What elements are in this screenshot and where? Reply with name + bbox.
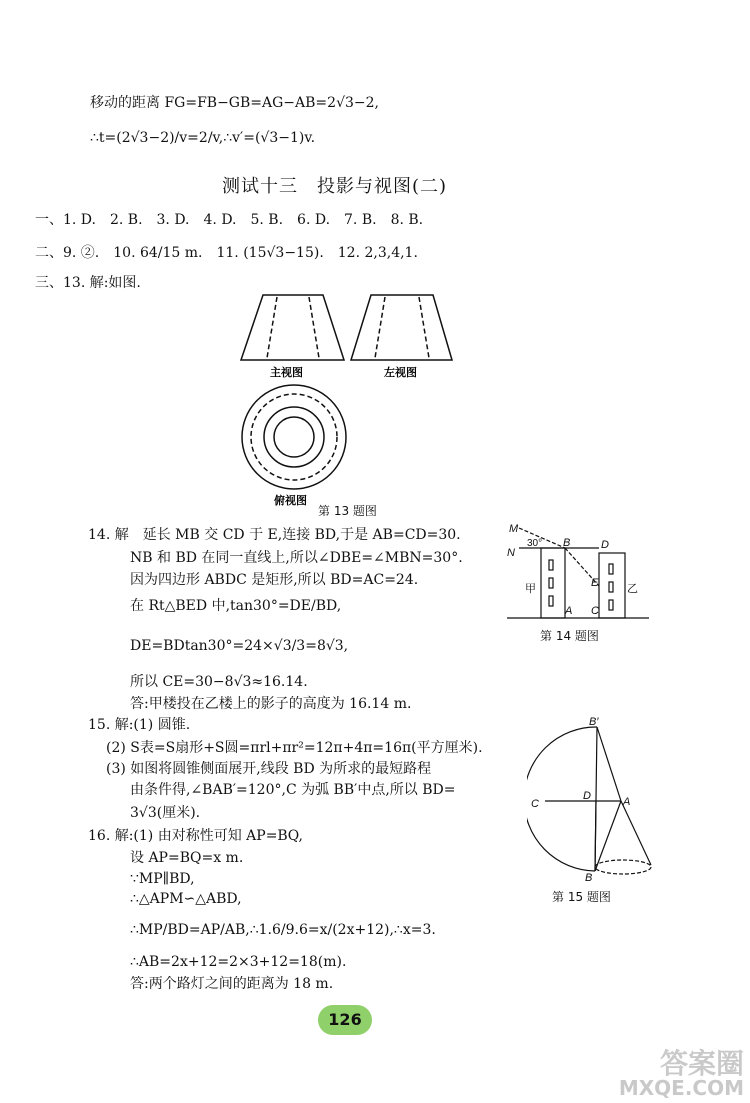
segment-b-prime-a — [597, 727, 621, 801]
figure-14 — [505, 520, 655, 630]
q15-line3: (3) 如图将圆锥侧面展开,线段 BD 为所求的最短路程 — [106, 761, 432, 777]
label-c15: C — [531, 798, 539, 810]
q14-line5: DE=BDtan30°=24×√3/3=8√3, — [130, 638, 349, 654]
building-yi — [599, 553, 625, 618]
label-jia: 甲 — [525, 583, 536, 595]
q15-line5: 3√3(厘米). — [130, 805, 201, 821]
figure-15-caption: 第 15 题图 — [552, 890, 611, 904]
label-d15: D — [583, 790, 591, 802]
line-distance: 移动的距离 FG=FB−GB=AG−AB=2√3−2, — [90, 95, 379, 111]
q15-line1: 15. 解:(1) 圆锥. — [88, 717, 191, 733]
watermark-url: MXQE.COM — [618, 1076, 744, 1100]
figure-13 — [236, 292, 456, 512]
q15-line4: 由条件得,∠BAB′=120°,C 为弧 BB′中点,所以 BD= — [130, 782, 456, 798]
section-title: 测试十三 投影与视图(二) — [222, 176, 448, 197]
label-n: N — [507, 547, 515, 559]
watermark-logo: 答案圈 — [659, 1047, 744, 1080]
q14-line6: 所以 CE=30−8√3≈16.14. — [130, 674, 308, 690]
q16-line1: 16. 解:(1) 由对称性可知 AP=BQ, — [88, 828, 303, 844]
q16-line7: 答:两个路灯之间的距离为 18 m. — [130, 976, 334, 992]
q14-line7: 答:甲楼投在乙楼上的影子的高度为 16.14 m. — [130, 696, 412, 712]
q14-line1: 14. 解 延长 MB 交 CD 于 E,连接 BD,于是 AB=CD=30. — [88, 527, 461, 543]
top-view-label: 俯视图 — [274, 495, 307, 507]
front-view-label: 主视图 — [270, 367, 303, 379]
q16-line5: ∴MP/BD=AP/AB,∴1.6/9.6=x/(2x+12),∴x=3. — [130, 922, 436, 938]
left-view-label: 左视图 — [384, 367, 417, 379]
cone-base — [595, 860, 651, 874]
front-view — [241, 295, 344, 360]
left-view — [351, 295, 452, 360]
q15-line2: (2) S表=S扇形+S圆=πrl+πr²=12π+4π=16π(平方厘米). — [106, 740, 483, 756]
label-b: B — [563, 537, 571, 549]
answers-part2: 二、9. ②. 10. 64/15 m. 11. (15√3−15). 12. 2,3,4,1. — [35, 245, 418, 261]
label-m: M — [509, 523, 519, 535]
q14-line3: 因为四边形 ABDC 是矩形,所以 BD=AC=24. — [130, 572, 419, 588]
segment-b-d — [595, 801, 596, 871]
page-number: 126 — [318, 1005, 372, 1035]
label-a: A — [565, 605, 573, 617]
figure-15 — [527, 715, 657, 885]
label-b15: B — [585, 872, 593, 884]
line-speed: ∴t=(2√3−2)/v=2/v,∴v′=(√3−1)v. — [90, 130, 316, 146]
label-b-prime: B′ — [589, 716, 599, 728]
label-a15: A — [623, 796, 631, 808]
q16-line6: ∴AB=2x+12=2×3+12=18(m). — [130, 954, 347, 970]
q16-line2: 设 AP=BQ=x m. — [130, 850, 244, 866]
label-30: 30° — [527, 538, 543, 549]
label-d: D — [601, 539, 609, 551]
cone-side — [621, 801, 651, 865]
q14-line2: NB 和 BD 在同一直线上,所以∠DBE=∠MBN=30°. — [130, 550, 463, 566]
label-c: C — [591, 605, 599, 617]
answers-part1: 一、1. D. 2. B. 3. D. 4. D. 5. B. 6. D. 7. B. 8. B. — [35, 212, 424, 228]
figure-14-caption: 第 14 题图 — [540, 629, 599, 643]
q14-line4: 在 Rt△BED 中,tan30°=DE/BD, — [130, 598, 342, 614]
figure-13-caption: 第 13 题图 — [318, 504, 377, 518]
answers-part3: 三、13. 解:如图. — [35, 275, 141, 291]
label-yi: 乙 — [627, 583, 638, 595]
top-view — [242, 385, 346, 489]
q16-line3: ∵MP∥BD, — [130, 871, 195, 887]
q16-line4: ∴△APM∽△ABD, — [130, 891, 242, 907]
label-e: E — [591, 577, 599, 589]
